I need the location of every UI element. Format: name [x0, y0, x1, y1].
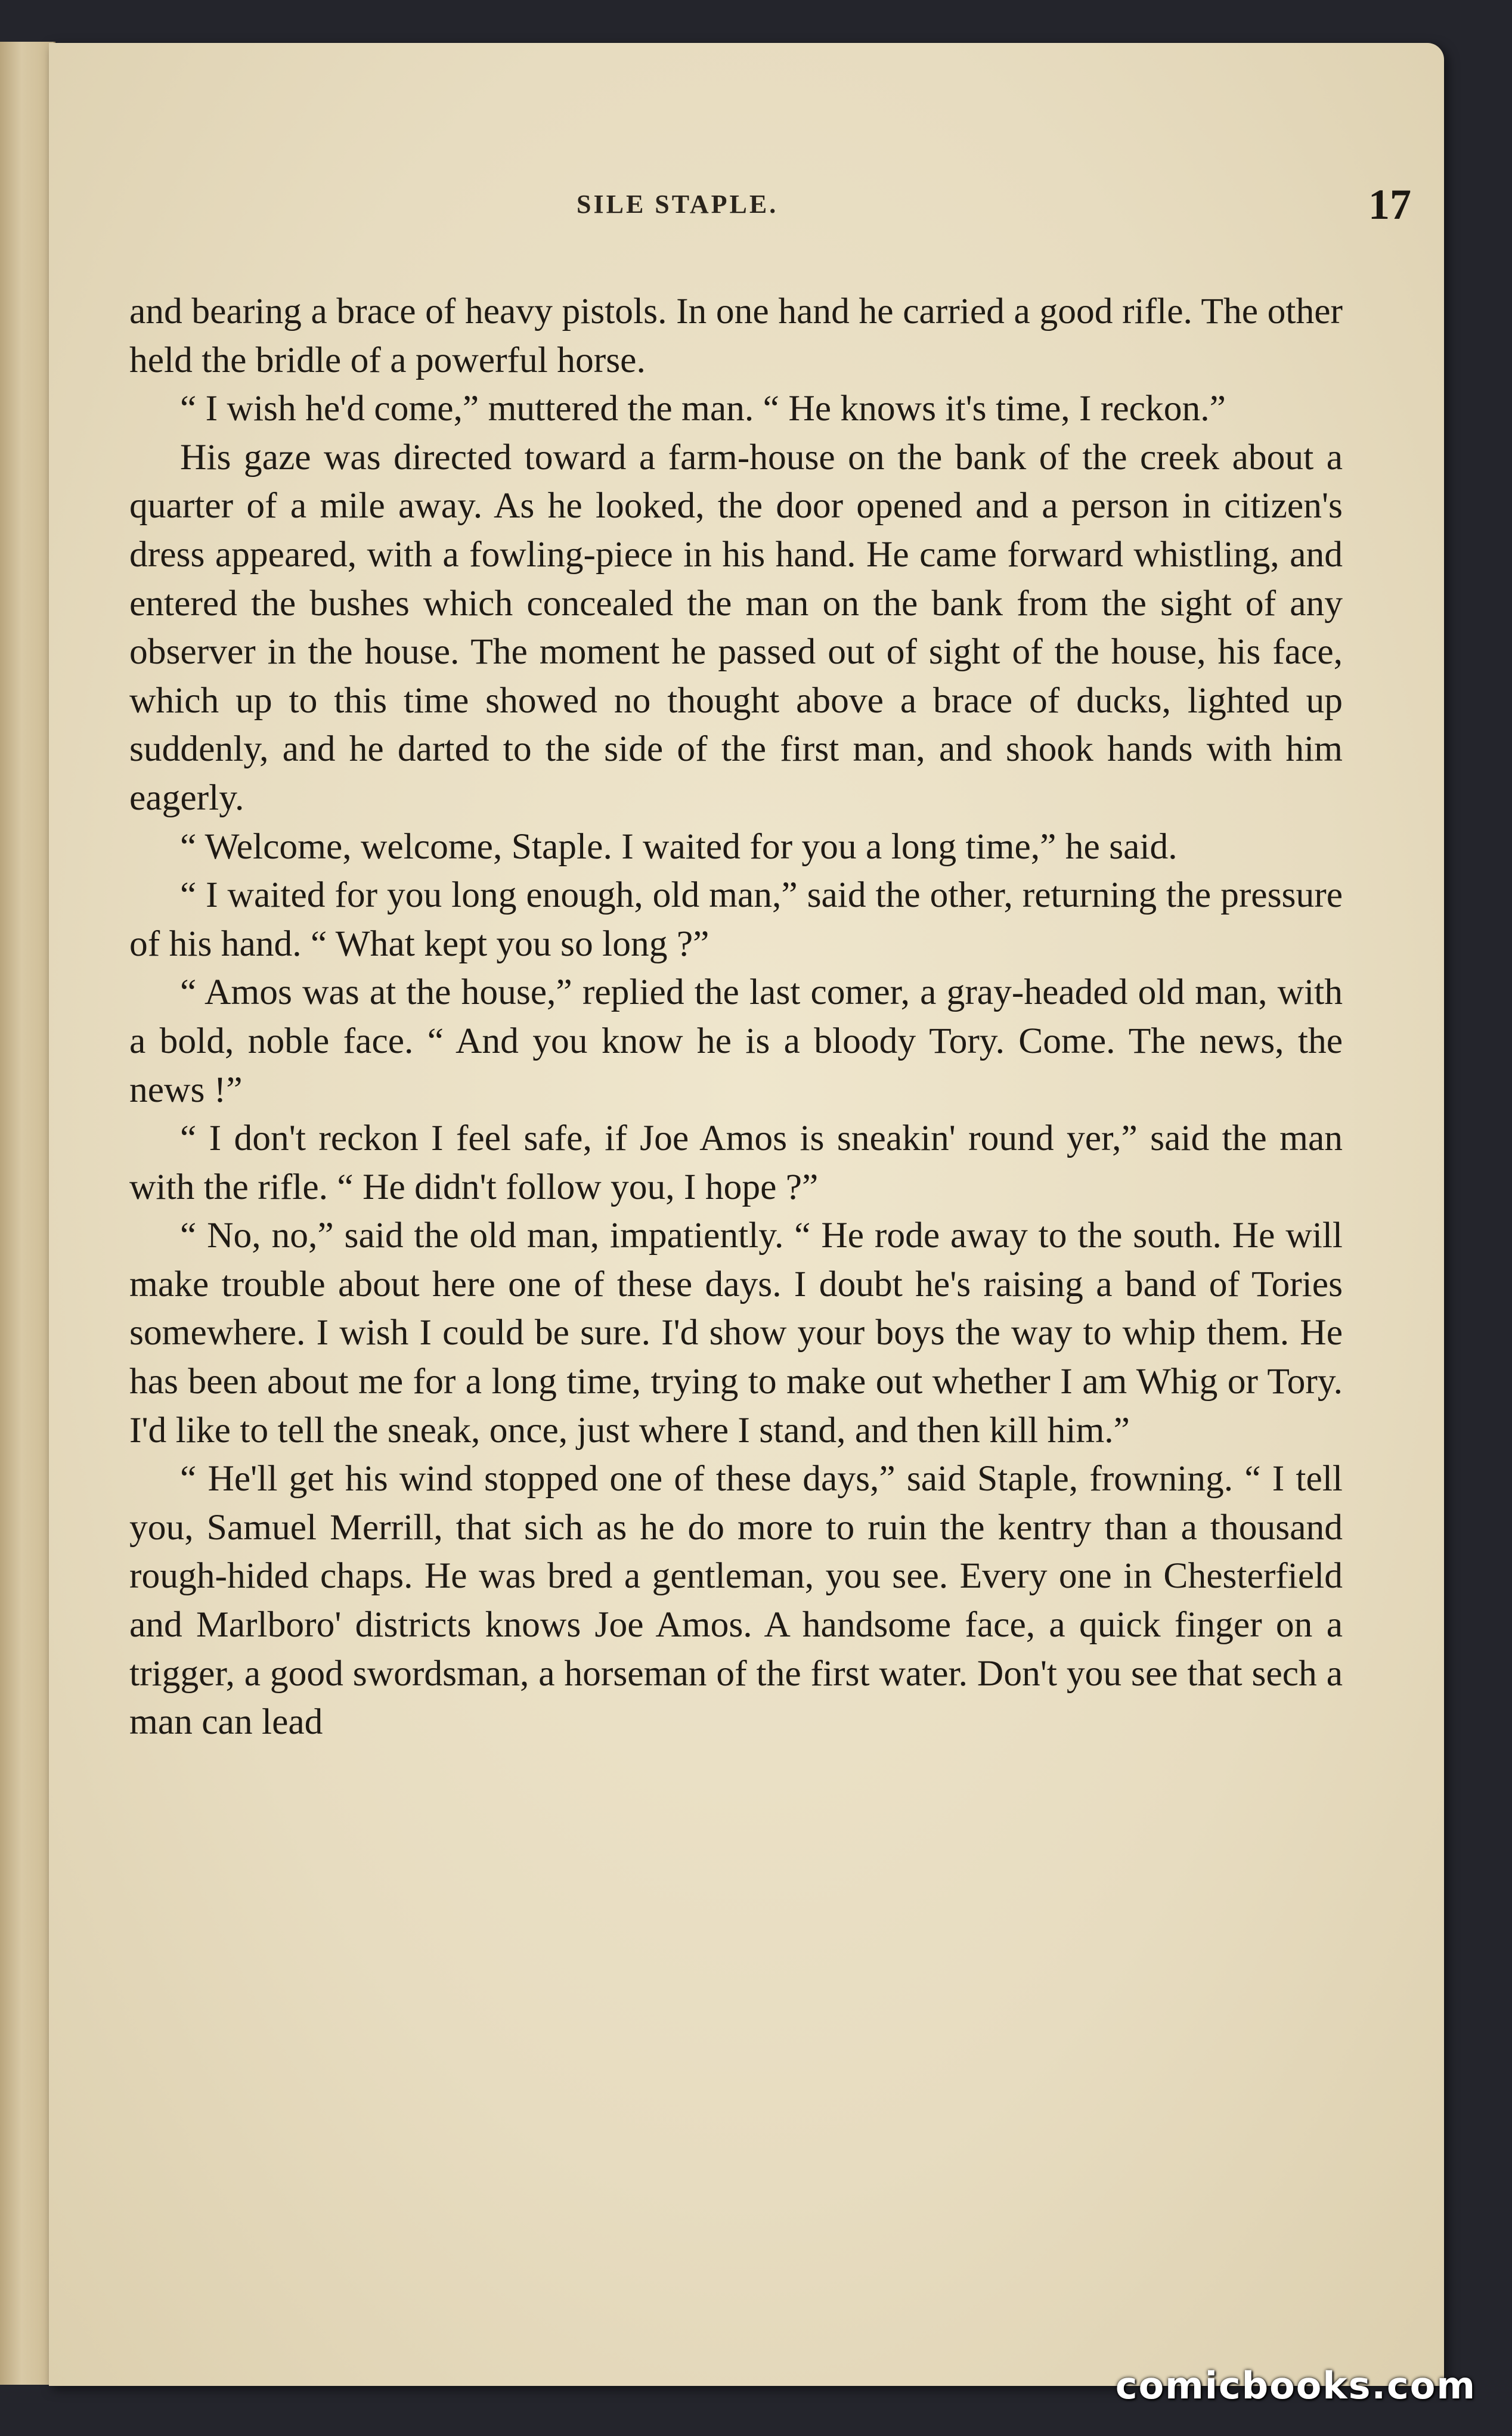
running-title: SILE STAPLE.: [577, 190, 779, 219]
paragraph: “ No, no,” said the old man, impatiently. “ He rode away to the south. He will make trouble about here one of these days. I doubt he's raising a band of Tories somewhere. I wish I could be sure. I'd show your boys the way to whip them. He has been about me for a long time, trying to make out whether I am Whig or Tory. I'd like to tell the sneak, once, just where I stand, and then kill him.”: [129, 1215, 1343, 1451]
paragraph: “ Amos was at the house,” replied the last comer, a gray-headed old man, with a bold, noble face. “ And you know he is a bloody Tory. Come. The news, the news !”: [129, 972, 1343, 1110]
paragraph: “ I wish he'd come,” muttered the man. “ He knows it's time, I reckon.”: [180, 388, 1226, 429]
paragraph: and bearing a brace of heavy pistols. In one hand he carried a good rifle. The other held the bridle of a powerful horse.: [129, 291, 1343, 380]
book-page: [49, 43, 1444, 2386]
paragraph: His gaze was directed toward a farm-house on the bank of the creek about a quarter of a mile away. As he looked, the door opened and a person in citizen's dress appeared, with a fowling-piece in his hand. He came forward whistling, and entered the bushes which concealed the man on the bank from the sight of any observer in the house. The moment he passed out of sight of the house, his face, which up to this time showed no thought above a brace of ducks, lighted up suddenly, and he darted to the side of the first man, and shook hands with him eagerly.: [129, 436, 1343, 818]
paragraph: “ Welcome, welcome, Staple. I waited for you a long time,” he said.: [180, 826, 1178, 867]
paragraph: “ I waited for you long enough, old man,” said the other, returning the pressure of his hand. “ What kept you so long ?”: [129, 875, 1343, 964]
watermark: comicbooks.com: [1115, 2364, 1476, 2407]
page-header: [49, 156, 1444, 246]
book-left-edge: [0, 42, 55, 2385]
paragraph: “ I don't reckon I feel safe, if Joe Amos is sneakin' round yer,” said the man with the rifle. “ He didn't follow you, I hope ?”: [129, 1118, 1343, 1207]
paragraph: “ He'll get his wind stopped one of these days,” said Staple, frowning. “ I tell you, Samuel Merrill, that sich as he do more to ruin the kentry than a thousand rough-hided chaps. He was bred a gentleman, you see. Every one in Chesterfield and Marlboro' districts knows Joe Amos. A handsome face, a quick finger on a trigger, a good swordsman, a horseman of the first water. Don't you see that sech a man can lead: [129, 1458, 1343, 1743]
page-number: 17: [1368, 181, 1411, 228]
body-text: [129, 287, 1343, 1747]
